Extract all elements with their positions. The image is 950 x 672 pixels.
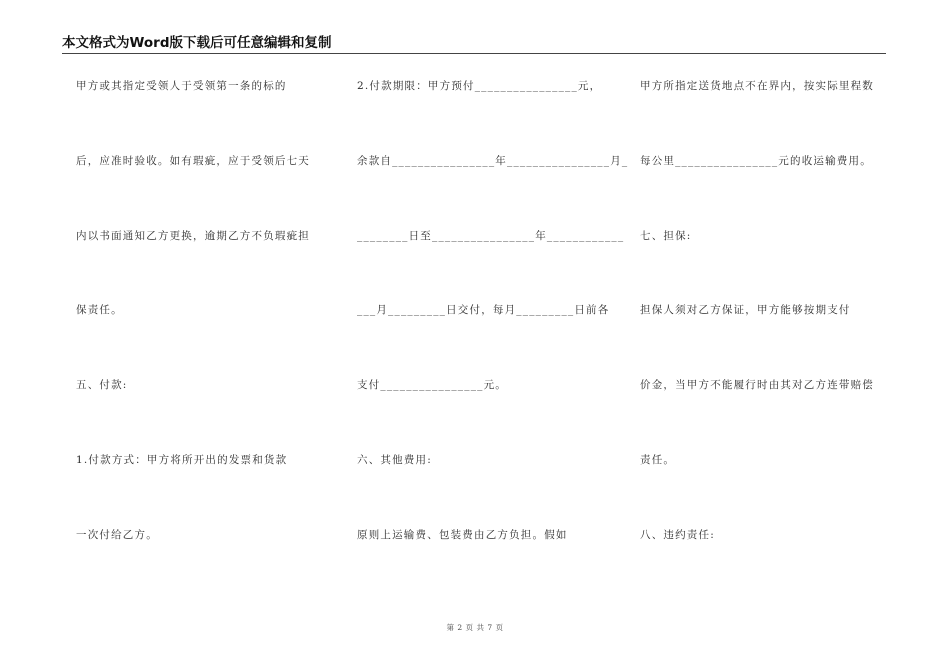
text-line: 内以书面通知乙方更换，逾期乙方不负瑕疵担 — [76, 230, 310, 242]
page-header — [62, 35, 886, 54]
text-line: 担保人须对乙方保证，甲方能够按期支付 — [640, 304, 851, 316]
text-line: 1.付款方式：甲方将所开出的发票和货款 — [76, 454, 288, 466]
text-line: 原则上运输费、包装费由乙方负担。假如 — [357, 529, 568, 541]
text-line: 2.付款期限：甲方预付________________元， — [357, 80, 602, 92]
text-line: ___月_________日交付，每月_________日前各 — [357, 304, 610, 316]
text-line: 价金，当甲方不能履行时由其对乙方连带赔偿 — [640, 379, 874, 391]
text-line: 保责任。 — [76, 304, 123, 316]
text-line: 责任。 — [640, 454, 676, 466]
text-line: 后，应准时验收。如有瑕疵，应于受领后七天 — [76, 155, 310, 167]
text-line: 支付________________元。 — [357, 379, 507, 391]
section-heading: 六、其他费用: — [357, 454, 432, 466]
header-title: 本文格式为Word版下载后可任意编辑和复制 — [62, 35, 332, 51]
text-line: 每公里________________元的收运输费用。 — [640, 155, 872, 167]
text-line: ________日至________________年____________ — [357, 230, 625, 242]
section-heading: 八、违约责任: — [640, 529, 715, 541]
text-line: 甲方或其指定受领人于受领第一条的标的 — [76, 80, 287, 92]
text-line: 余款自________________年________________月_ — [357, 155, 629, 167]
text-line: 一次付给乙方。 — [76, 529, 158, 541]
section-heading: 五、付款: — [76, 379, 128, 391]
section-heading: 七、担保: — [640, 230, 692, 242]
text-line: 甲方所指定送货地点不在界内，按实际里程数 — [640, 80, 874, 92]
page-number: 第 2 页 共 7 页 — [446, 623, 504, 632]
